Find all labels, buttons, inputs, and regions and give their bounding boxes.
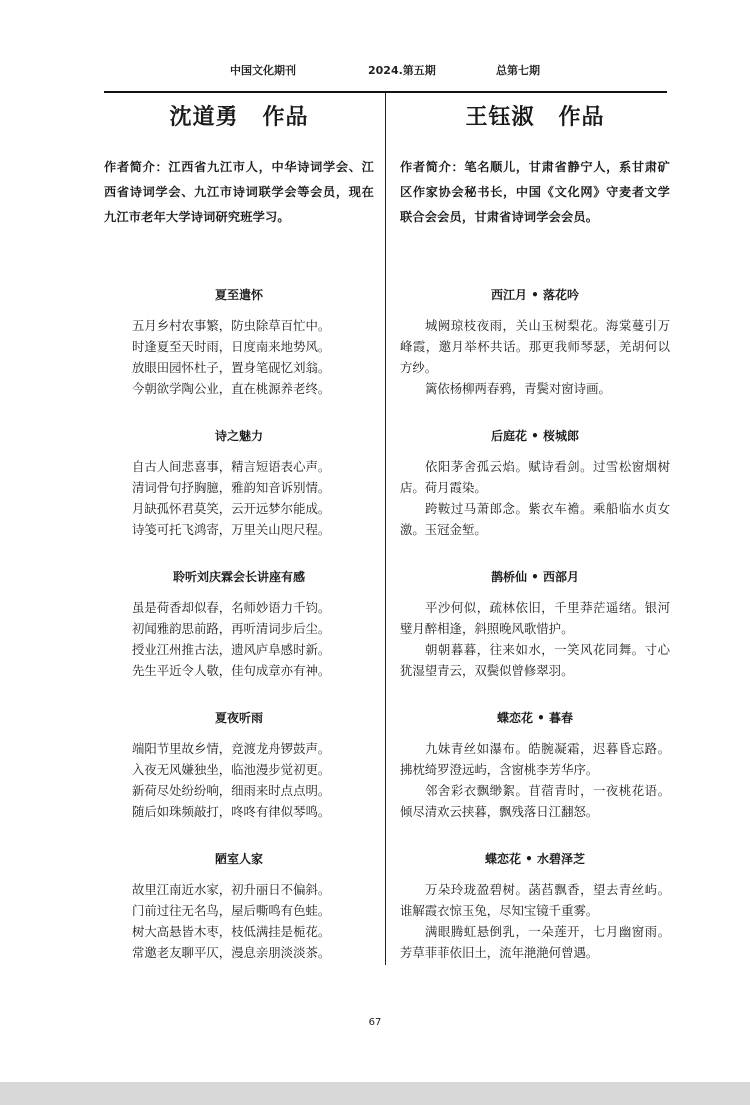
poem-stanza: 跨鞍过马萧郎念。紫衣车襜。乘船临水贞女激。玉冠金堑。 [400,501,670,537]
poem-stanza: 满眼腾虹悬倒乳，一朵莲开，七月幽窗雨。芳草菲菲依旧土，流年滟滟何曾遇。 [400,924,670,960]
issue-number: 2024.第五期 [368,64,436,77]
right-author-name: 王钰淑 [465,104,535,130]
right-column [400,93,670,988]
poem-stanza: 邻舍彩衣飘缈絮。苜蓿青时，一夜桃花语。倾尽清欢云挟暮，飘残落日江翻怒。 [400,783,670,819]
poem-body [400,738,670,822]
poem-title: 诗之魅力 [214,429,263,443]
poem-body [400,879,670,963]
left-author-name: 沈道勇 [169,104,239,130]
poem-line: 随后如珠频敲打，咚咚有律似琴鸣。 [132,804,331,819]
poem-line: 自古人间悲喜事，精言短语表心声。 [132,459,331,474]
poem-title: 蝶恋花 • 水碧泽芝 [484,852,586,866]
poem [400,283,670,424]
right-poem-list [400,283,670,988]
poem-line: 端阳节里故乡情，竞渡龙舟锣鼓声。 [132,741,331,756]
poem-line: 虽是荷香却似春，名师妙语力千钧。 [132,600,331,615]
left-works-label: 作品 [262,104,309,130]
poem-line: 新荷尽处纷纷响，细雨来时点点明。 [132,783,331,798]
poem-body [400,456,670,540]
poem [400,424,670,565]
poem [400,847,670,988]
right-works-label: 作品 [558,104,605,130]
poem [104,283,374,424]
page-number: 67 [368,1017,382,1028]
page-bottom-edge [0,1082,750,1105]
left-poem-list [104,283,374,988]
poem-stanza: 朝朝暮暮，往来如水，一笑风花同舞。寸心犹湿望青云，双鬓似曾修翠羽。 [400,642,670,678]
journal-name: 中国文化期刊 [230,64,296,77]
poem-line: 时逢夏至天时雨，日度南来地势风。 [132,339,331,354]
left-column [104,93,374,988]
left-author-heading [104,101,374,133]
right-author-bio: 作者简介：笔名顺儿，甘肃省静宁人，系甘肃矿区作家协会秘书长，中国《文化网》守麦者文学联合会会员，甘肃省诗词学会会员。 [400,160,670,224]
poem [104,706,374,847]
poem-body [104,738,374,822]
poem-title: 鹊桥仙 • 西部月 [490,570,580,584]
poem-body [400,315,670,399]
poem-title: 聆听刘庆霖会长讲座有感 [172,570,305,584]
poem-stanza: 城阙琼枝夜雨，关山玉树梨花。海棠蔓引万峰霞，邀月举杯共话。那更我师琴瑟，羌胡何以方纱。 [400,318,670,375]
poem [104,847,374,988]
poem-title: 蝶恋花 • 暮春 [496,711,574,725]
poem-title: 西江月 • 落花吟 [490,288,580,302]
poem-line: 授业江州推古法，遗风庐阜感时新。 [132,642,331,657]
poem-stanza: 万朵玲珑盈碧树。菡萏飘香，望去青丝屿。谁解霞衣惊玉兔，尽知宝镜千重雾。 [400,882,670,918]
poem-line: 诗笺可托飞鸿寄，万里关山咫尺程。 [132,522,331,537]
poem-title: 陋室人家 [214,852,263,866]
poem-title: 夏至遣怀 [214,288,263,302]
poem-line: 常邀老友聊平仄，漫息亲朋淡淡茶。 [132,945,331,960]
left-author-bio: 作者简介：江西省九江市人，中华诗词学会、江西省诗词学会、九江市诗词联学会等会员，现在九江市老年大学诗词研究班学习。 [104,160,374,224]
poem-line: 今朝欲学陶公业，直在桃源养老终。 [132,381,331,396]
poem-body [400,597,670,681]
poem [400,706,670,847]
poem-line: 先生平近令人敬，佳句成章亦有神。 [132,663,331,678]
poem-body [104,879,374,963]
poem-line: 故里江南近水家，初升丽日不偏斜。 [132,882,331,897]
poem-line: 清词骨句抒胸臆，雅韵知音诉别情。 [132,480,331,495]
poem-stanza: 九妹青丝如瀑布。皓腕凝霜，迟暮昏忘路。拂枕绮罗澄远屿，含窗桃李芳华序。 [400,741,670,777]
poem-body [104,315,374,399]
poem-line: 入夜无风嫌独坐，临池漫步觉初更。 [132,762,331,777]
poem-line: 月缺孤怀君莫笑，云开远梦尔能成。 [132,501,331,516]
poem-body [104,597,374,681]
right-author-heading [400,101,670,133]
poem [400,565,670,706]
running-header [0,62,750,78]
poem-stanza: 依阳茅舍孤云焰。赋诗看剑。过雪松窗烟树店。荷月霞染。 [400,459,670,495]
poem-line: 五月乡村农事繁，防虫除草百忙中。 [132,318,331,333]
poem [104,565,374,706]
poem-stanza: 平沙何似，疏林依旧，千里莽茫遥绪。银河璧月醉相逢，斜照晚风歌惜护。 [400,600,670,636]
poem-line: 初闻雅韵思前路，再听清词步后尘。 [132,621,331,636]
poem-title: 夏夜听雨 [214,711,263,725]
poem-line: 树大高悬皆木枣，枝低满挂是栀花。 [132,924,331,939]
column-divider [385,93,386,965]
poem-title: 后庭花 • 桜城郎 [490,429,580,443]
poem-line: 放眼田园怀杜子，置身笔砚忆刘翁。 [132,360,331,375]
poem-body [104,456,374,540]
poem-line: 门前过往无名鸟，屋后嘶鸣有色蛙。 [132,903,331,918]
poem-stanza: 篱依杨柳两春鸦，青鬓对窗诗画。 [425,381,611,396]
total-issue: 总第七期 [496,64,540,77]
poem [104,424,374,565]
